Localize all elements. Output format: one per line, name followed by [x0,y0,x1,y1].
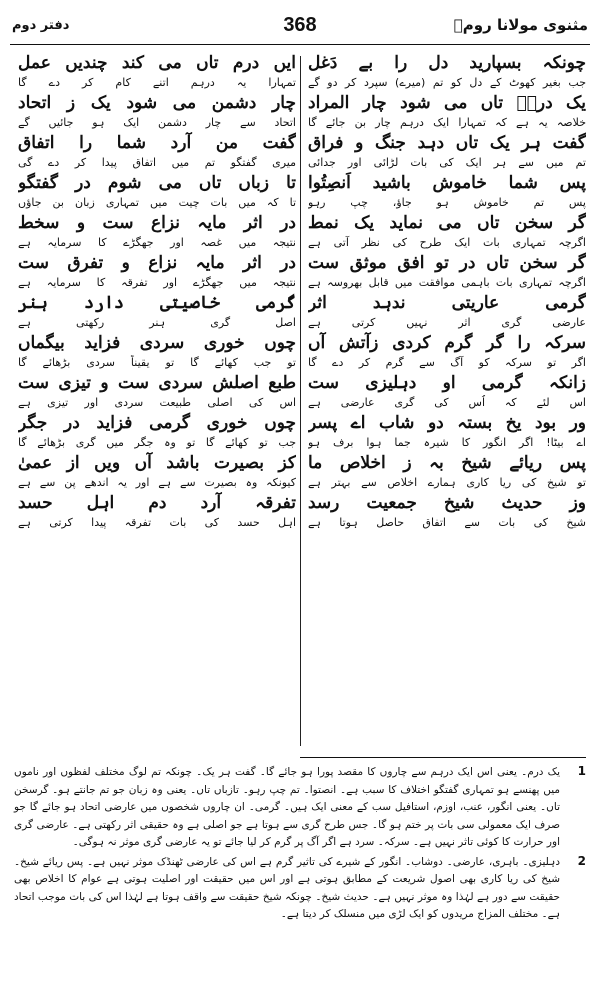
translation-line: اے بیٹا! اگر انگور کا شیرہ جما ہوا برف ہو [308,436,586,449]
column-divider [300,56,301,746]
couplet [308,52,586,90]
left-verse-column [18,52,296,752]
translation-line: تم میں سے ہر ایک کی بات لڑائی اور جدائی [308,156,586,169]
header-rule [10,44,590,45]
footnote-number: 1 [577,764,586,778]
translation-line: اتحاد سے چار دشمن ایک ہو جائیں گے [18,116,296,129]
couplet [308,372,586,410]
book-title: مثنوی مولانا رومؒ [453,16,588,34]
verse-line: چونکہ بسپارید دل را بے دَغل [308,53,586,73]
verse-line: تا زباں تاں می شوم در گفتگو [18,173,296,193]
couplet [18,252,296,290]
verse-line: چوں خوری گرمی فزاید در جگر [18,413,296,433]
verse-line: گر سخن تاں در تو افق موثق ست [308,253,586,273]
right-verse-column [308,52,586,752]
translation-line: نتیجہ میں غصہ اور جھگڑے کا سرمایہ ہے [18,236,296,249]
couplet [308,452,586,490]
translation-line: جب بغیر کھوٹ کے دل کو تم (میرے) سپرد کر دو گے [308,76,586,89]
translation-line: تمہارا یہ درہم اتنے کام کر دے گا [18,76,296,89]
translation-line: پس تم خاموش ہو جاؤ، چپ رہو [308,196,586,209]
translation-line: خلاصہ یہ ہے کہ تمہارا ایک درہم چار بن جائے گا [308,116,586,129]
footnote [14,764,586,852]
verse-line: گرمی خاصیتی دارد ہنر [18,293,296,313]
translation-line: اگرچہ تمہاری بات باہمی موافقت میں قابل بھروسہ ہے [308,276,586,289]
verse-line: چوں خوری سردی فزاید بیگماں [18,333,296,353]
translation-line: اہل حسد کی بات تفرقہ پیدا کرتی ہے [18,516,296,529]
verse-line: چار دشمن می شود یک ز اتحاد [18,93,296,113]
couplet [308,212,586,250]
verse-line: پس ریائے شیخ بہ ز اخلاص ما [308,453,586,473]
couplet [18,492,296,530]
couplet [18,372,296,410]
verse-line: گفت من آرد شما را اتفاق [18,133,296,153]
verse-line: گر سخن تاں می نماید یک نمط [308,213,586,233]
verse-line: پس شما خاموش باشید اَنصِتُوا [308,173,586,193]
translation-line: تو شیخ کی ریا کاری ہمارے اخلاص سے بہتر ہے [308,476,586,489]
couplet [18,212,296,250]
verse-line: گفت ہر یک تاں دہد جنگ و فراق [308,133,586,153]
footnote-text: یک درم۔ یعنی اس ایک درہم سے چاروں کا مقصد پورا ہو جائے گا۔ گفت ہر یک۔ چونکہ تم لوگ مختلف لفظوں اور ناموں میں پھنسے ہو تمہاری گفتگو اختلاف کا سبب ہے۔ انصتوا۔ تم چپ رہو۔ تازباں تاں۔ یعنی وہ زبان جو تم جانتے ہو۔ گرسخن تاں۔ یعنی انگور، عنب، اوزم، استافیل سب کے معنی ایک ہیں۔ گرمی۔ ان چاروں شخصوں میں عارضی اتحاد ہو جائے گا جو صرف ایک معمولی سی بات پر ختم ہو گا۔ جس طرح گری سے ہوتا ہے جو اصلی ہے وہ حقیقی اثر رکھتی ہے۔ عارضی گری اور حرارت کا کوئی تاثر نہیں ہے۔ سرکہ۔ سرد ہے اگر آگ پر گرم کر لیا جائے تو یہ عارضی گری موثر نہ ہوگی۔ [14,766,560,848]
couplet [308,252,586,290]
footnote-number: 2 [577,853,586,868]
couplet [18,332,296,370]
translation-line: اس کی اصلی طبیعت سردی اور تیزی ہے [18,396,296,409]
translation-line: کیونکہ وہ بصیرت سے ہے اور یہ اندھے پن سے ہے [18,476,296,489]
footnotes-section [14,764,586,926]
translation-line: جب تو کھائے گا تو وہ جگر میں گری بڑھائے گا [18,436,296,449]
couplet [308,92,586,130]
footnote [14,854,586,924]
verse-line: تفرقہ آرد دم اہل حسد [18,493,296,513]
couplet [308,492,586,530]
verse-line: گرمی عاریتی ندہد اثر [308,293,586,313]
couplet [308,172,586,210]
translation-line: اس لئے کہ اُس کی گری عارضی ہے [308,396,586,409]
footnote-text: دہلیزی۔ باہری، عارضی۔ دوشاب۔ انگور کے شیرے کی تاثیر گرم ہے اس کی عارضی ٹھنڈک موثر نہیں ہے۔ پس ریائے شیخ۔ شیخ کی ریا کاری بھی اصول شریعت کے مطابق ہوتی ہے اور اس میں حقیقت اور اصلیت ہوتی ہے عوام کا اخلاص بھی حقیقت سے دور ہے لہٰذا وہ موثر نہیں ہے۔ حدیث شیخ۔ چونکہ شیخ حقیقت سے واقف ہوتا ہے لہٰذا اس کی بات موجب اتحاد ہے۔ مختلف المزاج مریدوں کو ایک لڑی میں منسلک کر دیتا ہے۔ [14,855,560,920]
couplet [18,52,296,90]
translation-line: تو جب کھائے گا تو یقیناً سردی بڑھائے گا [18,356,296,369]
verse-line: در اثر مایہ نزاع و تفرق ست [18,253,296,273]
verse-line: سرکہ را گر گرم کردی زآتش آں [308,333,586,353]
couplet [18,292,296,330]
verse-line: یک درمؔ تاں می شود چار المراد [308,93,586,113]
couplet [18,412,296,450]
translation-line: تا کہ میں بات چیت میں تمہاری زبان بن جاؤں [18,196,296,209]
page-header [12,10,588,44]
translation-line: نتیجہ میں جھگڑے اور تفرقہ کا سرمایہ ہے [18,276,296,289]
couplet [308,132,586,170]
verse-line: در اثر مایہ نزاع ست و سخط [18,213,296,233]
translation-line: اگرچہ تمہاری بات ایک طرح کی نظر آتی ہے [308,236,586,249]
couplet [308,412,586,450]
couplet [18,172,296,210]
couplet [18,92,296,130]
translation-line: اگر تو سرکہ کو آگ سے گرم کر دے گا [308,356,586,369]
verse-line: وز حدیث شیخ جمعیت رسد [308,493,586,513]
couplet [308,292,586,330]
volume-label: دفتر دوم [12,18,70,33]
translation-line: اصل گری ہنر رکھتی ہے [18,316,296,329]
verse-line: کز بصیرت باشد آں ویں از عمیٰ [18,453,296,473]
translation-line: میری گفتگو تم میں اتفاق پیدا کر دے گی [18,156,296,169]
couplet [18,452,296,490]
verse-line: ایں درم تاں می کند چندیں عمل [18,53,296,73]
verse-line: زانکہ گرمی او دہلیزی ست [308,373,586,393]
footnote-rule [300,757,586,758]
couplet [18,132,296,170]
verse-line: طبع اصلش سردی ست و تیزی ست [18,373,296,393]
couplet [308,332,586,370]
verse-line: ور بود یخ بستہ دو شاب اے پسر [308,413,586,433]
page-number: 368 [283,14,317,36]
translation-line: عارضی گری اثر نہیں کرتی ہے [308,316,586,329]
translation-line: شیخ کی بات سے اتفاق حاصل ہوتا ہے [308,516,586,529]
